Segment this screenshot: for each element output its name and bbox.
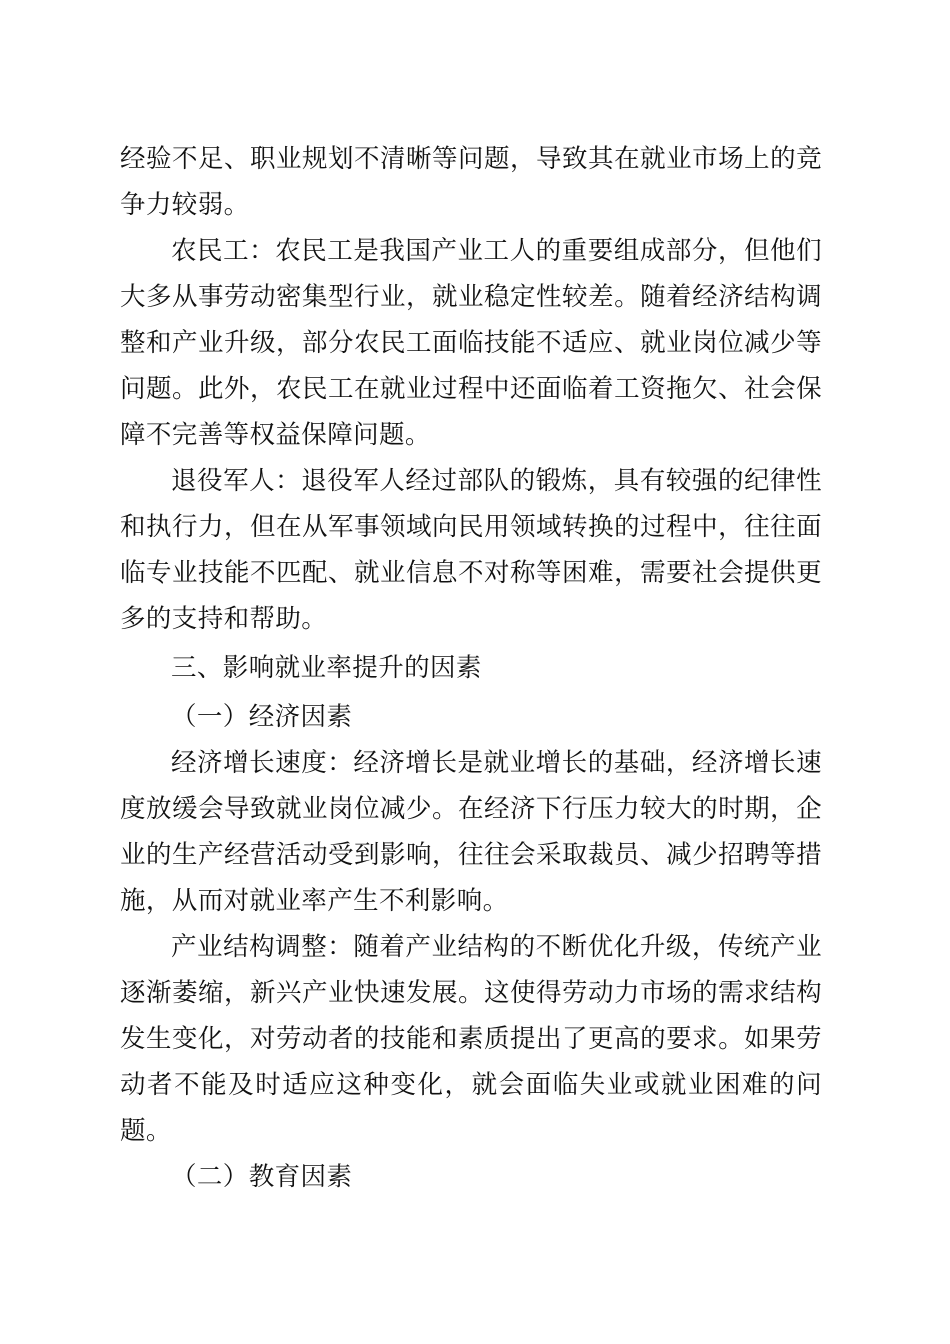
- paragraph-continuation: 经验不足、职业规划不清晰等问题，导致其在就业市场上的竞争力较弱。: [120, 144, 822, 220]
- paragraph-economic-growth: 经济增长速度：经济增长是就业增长的基础，经济增长速度放缓会导致就业岗位减少。在经济下行压力较大的时期，企业的生产经营活动受到影响，往往会采取裁员、减少招聘等措施，从而对就业率产生不利影响。: [120, 748, 822, 916]
- paragraph-migrant-workers: 农民工：农民工是我国产业工人的重要组成部分，但他们大多从事劳动密集型行业，就业稳定性较差。随着经济结构调整和产业升级，部分农民工面临技能不适应、就业岗位减少等问题。此外，农民工在就业过程中还面临着工资拖欠、社会保障不完善等权益保障问题。: [120, 236, 822, 450]
- subsection-heading-education: （二）教育因素: [171, 1162, 353, 1192]
- section-heading: 三、影响就业率提升的因素: [171, 653, 482, 683]
- paragraph-industrial-structure: 产业结构调整：随着产业结构的不断优化升级，传统产业逐渐萎缩，新兴产业快速发展。这使得劳动力市场的需求结构发生变化，对劳动者的技能和素质提出了更高的要求。如果劳动者不能及时适应这种变化，就会面临失业或就业困难的问题。: [120, 932, 822, 1146]
- document-body: [120, 136, 822, 1200]
- subsection-heading-economic: （一）经济因素: [171, 702, 353, 732]
- paragraph-veterans: 退役军人：退役军人经过部队的锻炼，具有较强的纪律性和执行力，但在从军事领域向民用领域转换的过程中，往往面临专业技能不匹配、就业信息不对称等困难，需要社会提供更多的支持和帮助。: [120, 466, 822, 634]
